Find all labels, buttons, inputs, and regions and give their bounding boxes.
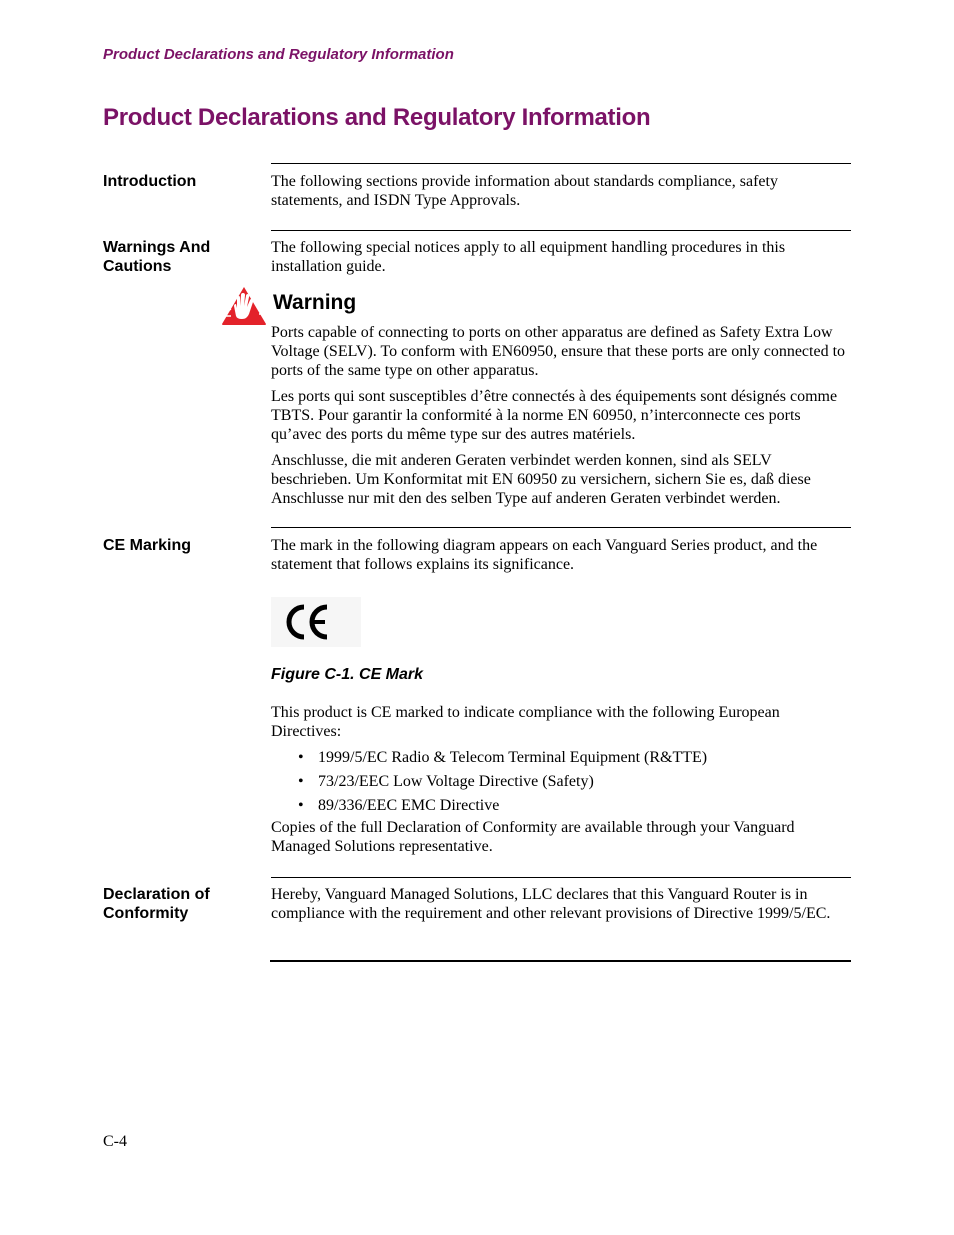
warnings-intro: [271, 238, 851, 276]
ce-marking-intro: [271, 536, 851, 574]
introduction-paragraph: The following sections provide information about standards compliance, safety statements, and ISDN Type Approvals.: [271, 173, 778, 209]
warning-paragraph-fr: Les ports qui sont susceptibles d’être connectés à des équipements sont désignés comme TBTS. Pour garantir la conformité à la norme EN 60950, n’interconnecte ces ports qu’avec des ports du même type sur des autres matériels.: [271, 388, 838, 443]
page-title: Product Declarations and Regulatory Information: [103, 104, 651, 131]
section-label-ce-marking: CE Marking: [103, 537, 192, 554]
running-header: Product Declarations and Regulatory Information: [103, 46, 454, 63]
section-label-line: Conformity: [103, 905, 189, 922]
ce-copies-text: [271, 818, 851, 856]
ce-compliance-text: [271, 703, 851, 741]
list-item: • 73/23/EEC Low Voltage Directive (Safety): [298, 772, 707, 791]
section-label-line: Declaration of: [103, 886, 210, 903]
section-label-line: Cautions: [103, 258, 172, 275]
end-rule: [270, 960, 851, 962]
section-divider: [271, 230, 851, 231]
declaration-paragraph: Hereby, Vanguard Managed Solutions, LLC declares that this Vanguard Router is in compliance with the requirement and other relevant provisions of Directive 1999/5/EC.: [271, 886, 831, 922]
warning-title: Warning: [273, 291, 357, 314]
warnings-intro-paragraph: The following special notices apply to all equipment handling procedures in this installation guide.: [271, 239, 786, 275]
directives-list: [298, 748, 707, 820]
section-divider: [271, 877, 851, 878]
section-label-introduction: Introduction: [103, 173, 197, 190]
ce-figure: [271, 597, 361, 647]
introduction-text: [271, 172, 851, 210]
list-item: • 89/336/EEC EMC Directive: [298, 796, 707, 815]
list-item: • 1999/5/EC Radio & Telecom Terminal Equipment (R&TTE): [298, 748, 707, 767]
section-label-line: Warnings And: [103, 239, 211, 256]
ce-copies-paragraph: Copies of the full Declaration of Conformity are available through your Vanguard Managed Solutions representative.: [271, 819, 795, 855]
warning-hand-icon: [221, 286, 267, 326]
ce-mark-icon: [271, 597, 361, 647]
ce-marking-intro-paragraph: The mark in the following diagram appears on each Vanguard Series product, and the statement that follows explains its significance.: [271, 537, 818, 573]
section-divider: [271, 163, 851, 164]
page-number: C-4: [103, 1133, 127, 1150]
declaration-text: [271, 885, 851, 923]
warning-paragraph-de: Anschlusse, die mit anderen Geraten verbindet werden konnen, sind als SELV beschrieben. Um Konformitat mit EN 60950 zu versichern, sichern Sie es, daß diese Anschlusse nur mit den des selben Type auf anderen Geraten verbindet werden.: [271, 452, 811, 507]
figure-caption: Figure C-1. CE Mark: [271, 666, 424, 683]
warning-paragraph-en: Ports capable of connecting to ports on other apparatus are defined as Safety Extra Low Voltage (SELV). To conform with EN60950, ensure that these ports are only connected to ports of the same type on other apparatus.: [271, 324, 846, 379]
warning-body: [271, 323, 851, 508]
section-divider: [271, 527, 851, 528]
section-label-declaration: [103, 885, 263, 923]
section-label-warnings: [103, 238, 263, 276]
ce-compliance-paragraph: This product is CE marked to indicate compliance with the following European Directives:: [271, 704, 780, 740]
